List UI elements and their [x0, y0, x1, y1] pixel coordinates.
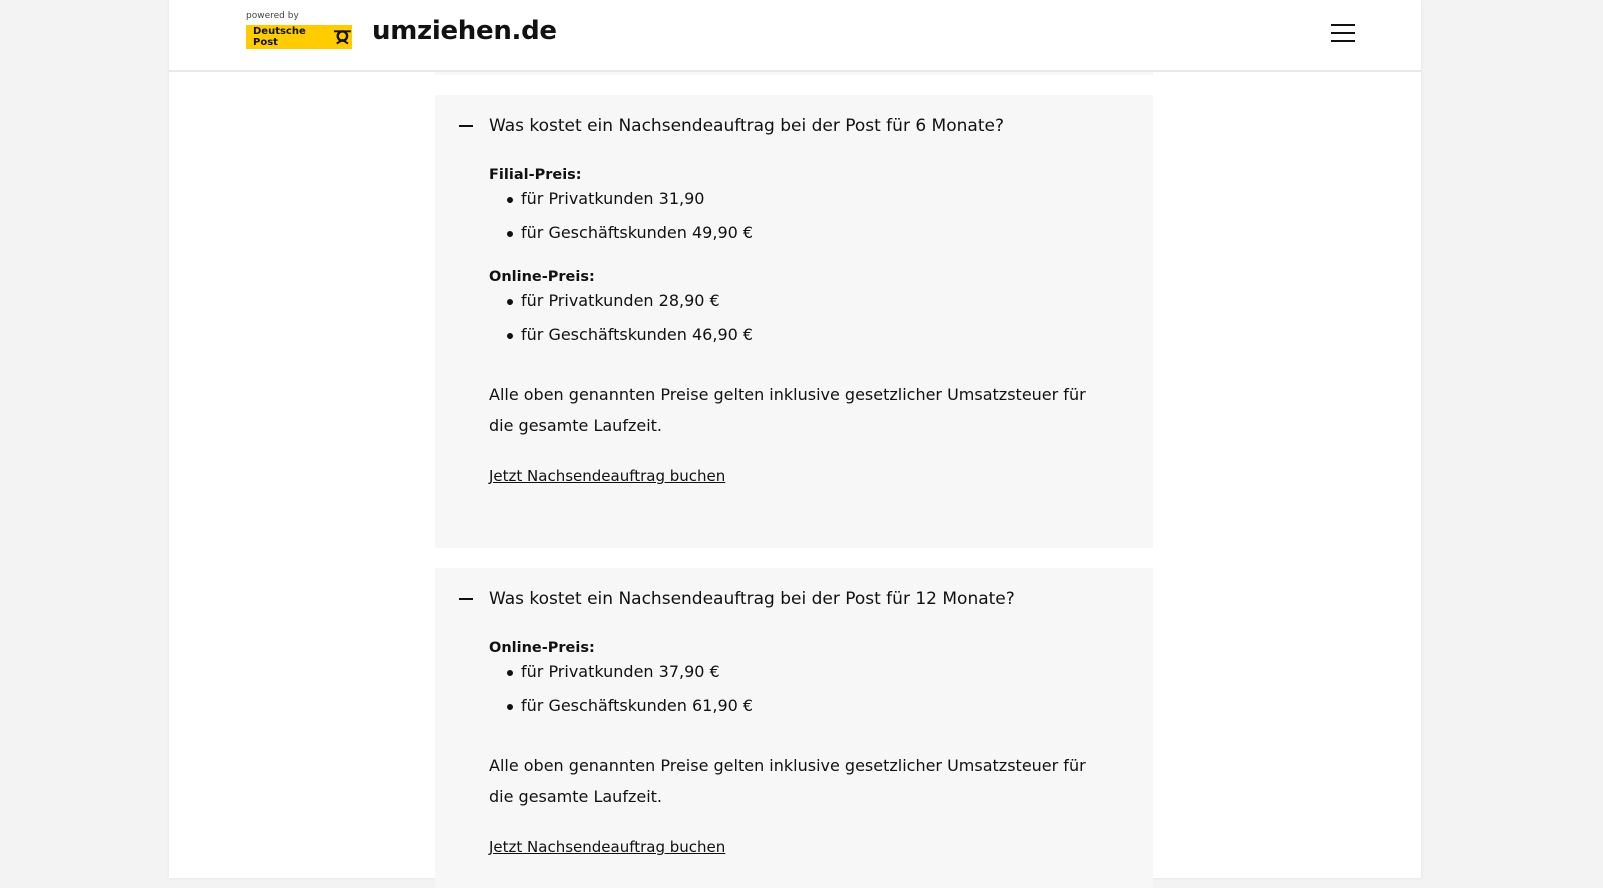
faq-question: Was kostet ein Nachsendeauftrag bei der Post für 6 Monate? [489, 116, 1004, 136]
price-label: Online-Preis: [489, 269, 595, 285]
tax-note: Alle oben genannten Preise gelten inklusive gesetzlicher Umsatzsteuer für die gesamte Laufzeit. [489, 385, 1086, 435]
book-link[interactable]: Jetzt Nachsendeauftrag buchen [489, 838, 726, 856]
faq-item [435, 95, 1153, 548]
partner-logo-text: Deutsche Post [253, 26, 306, 48]
list-item: für Geschäftskunden 49,90 € [489, 221, 1099, 255]
list-item: für Geschäftskunden 61,90 € [489, 694, 1099, 728]
list-item: für Geschäftskunden 46,90 € [489, 323, 1099, 357]
previous-card-edge [435, 72, 1153, 75]
page [169, 0, 1421, 878]
book-link[interactable]: Jetzt Nachsendeauftrag buchen [489, 467, 726, 485]
list-item: für Privatkunden 28,90 € [489, 289, 1099, 323]
post-horn-icon [333, 29, 352, 45]
faq-question-toggle[interactable] [459, 95, 1099, 157]
faq-question-toggle[interactable] [459, 568, 1099, 630]
collapse-icon [459, 125, 473, 127]
hamburger-menu-icon[interactable] [1331, 24, 1355, 42]
site-logo[interactable]: umziehen.de [372, 16, 557, 46]
collapse-icon [459, 598, 473, 600]
powered-by-text: powered by [246, 11, 299, 21]
price-label: Online-Preis: [489, 640, 595, 656]
faq-question: Was kostet ein Nachsendeauftrag bei der Post für 12 Monate? [489, 589, 1015, 609]
list-item: für Privatkunden 31,90 [489, 187, 1099, 221]
price-label: Filial-Preis: [489, 167, 582, 183]
site-header [169, 0, 1421, 72]
deutsche-post-logo[interactable] [246, 25, 352, 49]
faq-item [435, 568, 1153, 888]
list-item: für Privatkunden 37,90 € [489, 660, 1099, 694]
tax-note: Alle oben genannten Preise gelten inklusive gesetzlicher Umsatzsteuer für die gesamte Laufzeit. [489, 756, 1086, 806]
